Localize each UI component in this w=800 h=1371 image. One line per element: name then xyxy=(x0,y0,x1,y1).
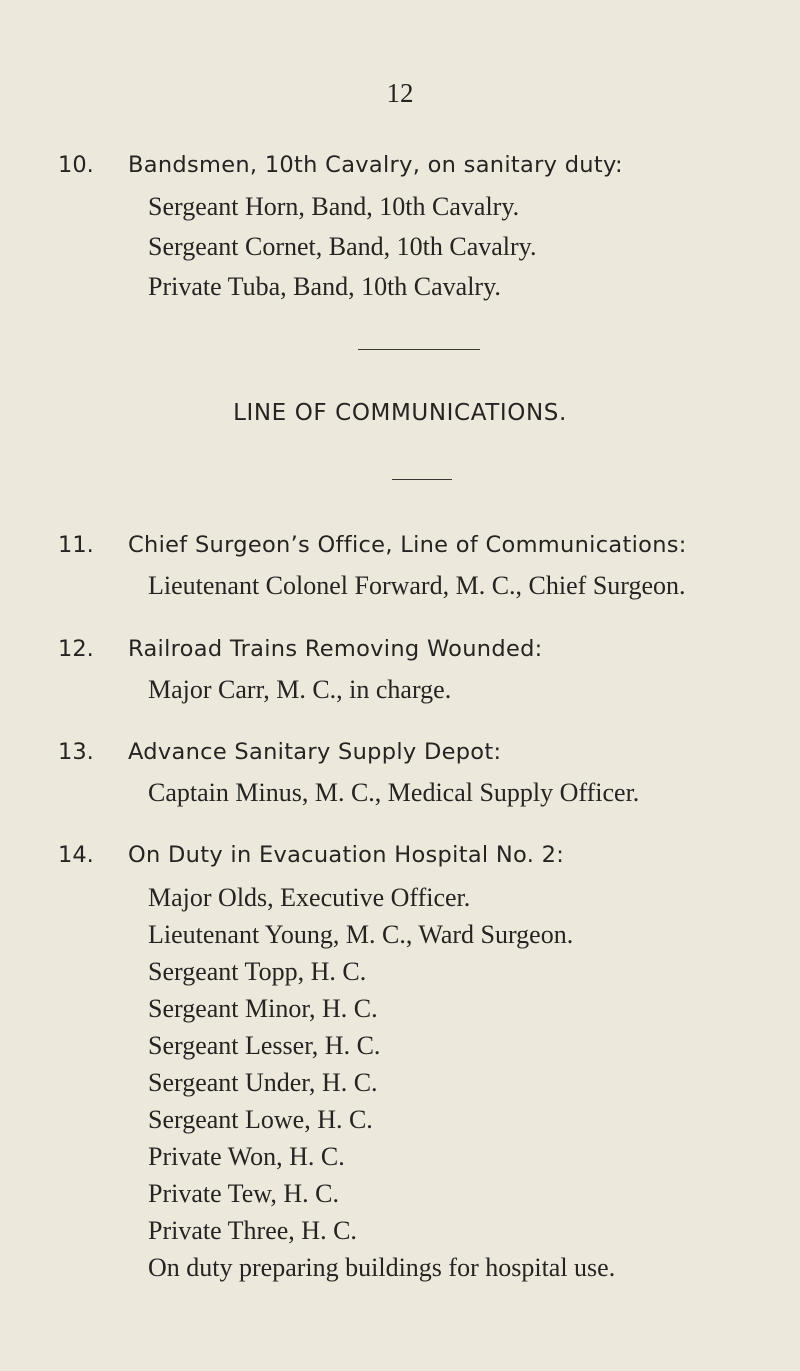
entry-line: Sergeant Under, H. C. xyxy=(148,1068,378,1097)
entry-line: Private Three, H. C. xyxy=(148,1216,357,1245)
entry-line: Lieutenant Young, M. C., Ward Surgeon. xyxy=(148,920,574,949)
entry-line: Sergeant Lesser, H. C. xyxy=(148,1031,381,1060)
entry-line: Captain Minus, M. C., Medical Supply Officer. xyxy=(148,778,640,807)
entry-number: 14. xyxy=(58,842,94,868)
entry-number: 13. xyxy=(58,739,94,765)
entry-line: Sergeant Horn, Band, 10th Cavalry. xyxy=(148,192,520,221)
section-title: LINE OF COMMUNICATIONS. xyxy=(233,400,567,426)
entry-line: Private Tew, H. C. xyxy=(148,1179,339,1208)
entry-title: Advance Sanitary Supply Depot: xyxy=(128,739,502,765)
entry-line: Major Olds, Executive Officer. xyxy=(148,883,471,912)
divider-rule xyxy=(358,349,480,350)
entry-line: Private Tuba, Band, 10th Cavalry. xyxy=(148,272,501,301)
entry-title: On Duty in Evacuation Hospital No. 2: xyxy=(128,842,565,868)
entry-line: Sergeant Topp, H. C. xyxy=(148,957,367,986)
divider-rule xyxy=(392,479,452,480)
entry-title: Chief Surgeon’s Office, Line of Communications: xyxy=(128,532,687,558)
entry-title: Bandsmen, 10th Cavalry, on sanitary duty: xyxy=(128,152,623,178)
entry-number: 12. xyxy=(58,636,94,662)
entry-line: Private Won, H. C. xyxy=(148,1142,345,1171)
entry-number: 11. xyxy=(58,532,94,558)
entry-line: Sergeant Cornet, Band, 10th Cavalry. xyxy=(148,232,537,261)
entry-line: Major Carr, M. C., in charge. xyxy=(148,675,452,704)
entry-line: Lieutenant Colonel Forward, M. C., Chief Surgeon. xyxy=(148,571,686,600)
entry-line: Sergeant Lowe, H. C. xyxy=(148,1105,373,1134)
entry-number: 10. xyxy=(58,152,94,178)
entry-line: Sergeant Minor, H. C. xyxy=(148,994,378,1023)
entry-line: On duty preparing buildings for hospital use. xyxy=(148,1253,616,1282)
entry-title: Railroad Trains Removing Wounded: xyxy=(128,636,543,662)
page-number: 12 xyxy=(386,78,414,108)
